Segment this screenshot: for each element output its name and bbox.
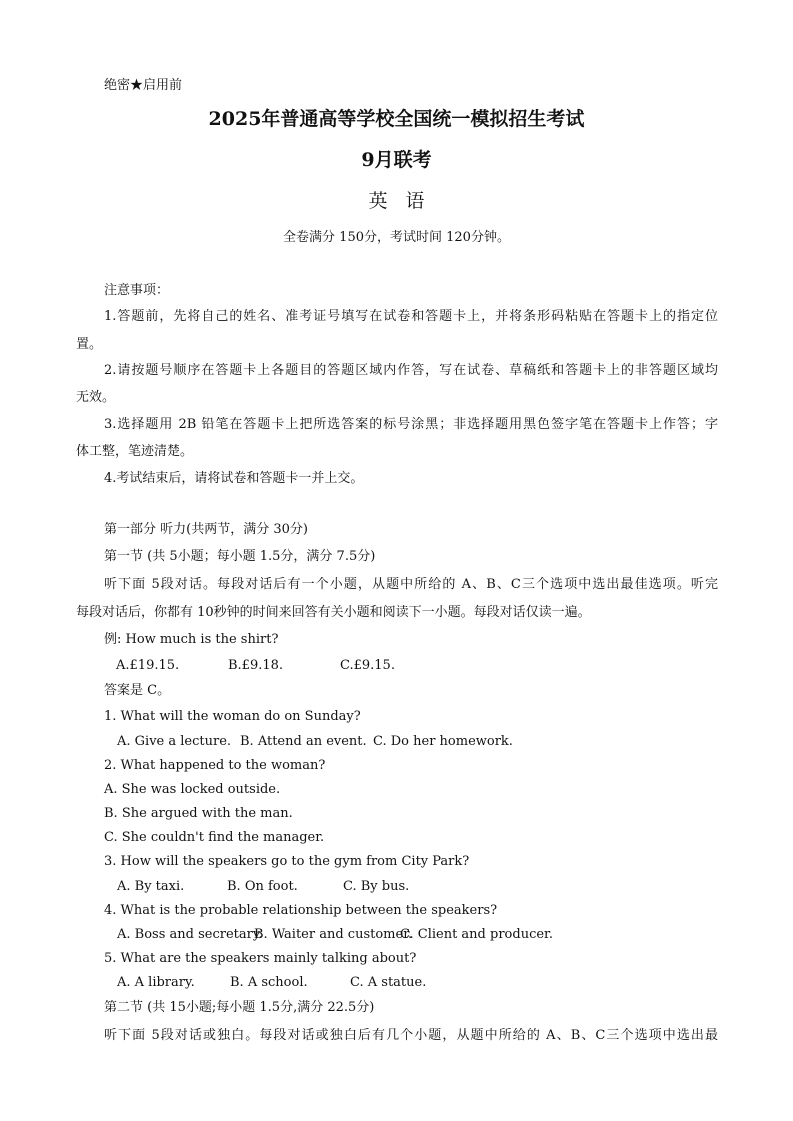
question-5-option-c: C. A statue. [350, 975, 427, 990]
exam-title: 2025年普通高等学校全国统一模拟招生考试 [208, 108, 585, 130]
part1-heading: 第一部分 听力(共两节，满分 30分) [104, 522, 308, 537]
notice-item-1: 1.答题前，先将自己的姓名、准考证号填写在试卷和答题卡上，并将条形码粘贴在答题卡上的指定位 [104, 309, 718, 324]
notice-item-2: 2.请按题号顺序在答题卡上各题目的答题区域内作答，写在试卷、草稿纸和答题卡上的非答题区域均 [104, 363, 718, 378]
notice-item-3-cont: 体工整，笔迹清楚。 [76, 444, 194, 459]
question-2-stem: 2. What happened to the woman? [104, 758, 326, 773]
question-3-option-a: A. By taxi. [117, 879, 185, 894]
notice-item-3: 3.选择题用 2B 铅笔在答题卡上把所选答案的标号涂黑；非选择题用黑色签字笔在答题卡上作答；字 [104, 417, 718, 432]
exam-subtitle: 9月联考 [361, 149, 432, 171]
section1-heading: 第一节 (共 5小题；每小题 1.5分，满分 7.5分) [104, 549, 376, 564]
question-4-option-c: C. Client and producer. [400, 927, 553, 942]
notice-item-2-cont: 无效。 [76, 390, 116, 405]
question-3-option-c: C. By bus. [343, 879, 410, 894]
section2-instructions: 听下面 5段对话或独白。每段对话或独白后有几个小题，从题中所给的 A、B、C三个选项中选出最 [104, 1028, 718, 1043]
score-info: 全卷满分 150分，考试时间 120分钟。 [283, 230, 510, 245]
question-1-option-c: C. Do her homework. [373, 734, 513, 749]
question-3-stem: 3. How will the speakers go to the gym from City Park? [104, 854, 470, 869]
confidential-label: 绝密★启用前 [104, 78, 183, 93]
section1-instructions: 听下面 5段对话。每段对话后有一个小题，从题中所给的 A、B、C三个选项中选出最佳选项。听完 [104, 577, 718, 592]
question-1-option-a: A. Give a lecture. [117, 734, 232, 749]
question-5-option-a: A. A library. [117, 975, 195, 990]
notice-item-4: 4.考试结束后，请将试卷和答题卡一并上交。 [104, 471, 364, 486]
question-2-option-a: A. She was locked outside. [104, 782, 281, 797]
question-1-option-b: B. Attend an event. [240, 734, 367, 749]
question-5-stem: 5. What are the speakers mainly talking about? [104, 951, 417, 966]
question-4-option-b: B. Waiter and customer. [254, 927, 413, 942]
section2-heading: 第二节 (共 15小题;每小题 1.5分,满分 22.5分) [104, 1000, 375, 1015]
example-question: 例: How much is the shirt? [104, 632, 279, 647]
notice-item-1-cont: 置。 [76, 337, 103, 352]
example-option-a: A.£19.15. [116, 658, 180, 673]
question-5-option-b: B. A school. [230, 975, 308, 990]
question-2-option-b: B. She argued with the man. [104, 806, 293, 821]
question-4-option-a: A. Boss and secretary. [117, 927, 263, 942]
example-answer: 答案是 C。 [104, 683, 171, 698]
section1-instructions-cont: 每段对话后，你都有 10秒钟的时间来回答有关小题和阅读下一小题。每段对话仅读一遍。 [76, 605, 591, 620]
question-1-stem: 1. What will the woman do on Sunday? [104, 709, 361, 724]
example-option-b: B.£9.18. [228, 658, 284, 673]
subject-title: 英语 [368, 190, 443, 212]
notices-heading: 注意事项： [104, 283, 170, 298]
question-2-option-c: C. She couldn't find the manager. [104, 830, 325, 845]
example-option-c: C.£9.15. [340, 658, 395, 673]
question-4-stem: 4. What is the probable relationship between the speakers? [104, 903, 498, 918]
question-3-option-b: B. On foot. [227, 879, 298, 894]
